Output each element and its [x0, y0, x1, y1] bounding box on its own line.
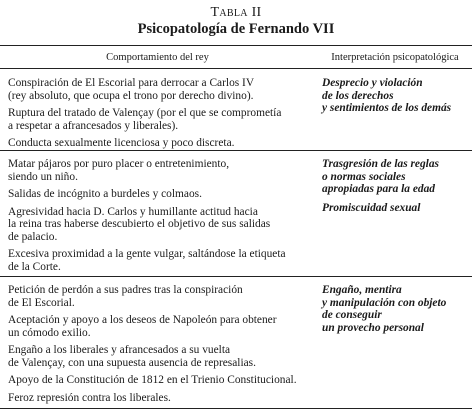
bottom-rule [0, 408, 472, 409]
section-rule-1 [0, 150, 472, 151]
behavior-entry: Agresividad hacia D. Carlos y humillante actitud hacia la reina tras haberse descubierto el objetivo de sus salidas de palacio. [8, 205, 271, 243]
behavior-list [8, 284, 314, 409]
interpretation-list [322, 284, 472, 340]
interpretation-entry: Desprecio y violación de los derechos y sentimientos de los demás [322, 77, 452, 114]
behavior-entry: Conducta sexualmente licenciosa y poco discreta. [8, 137, 235, 149]
behavior-list [8, 77, 314, 155]
behavior-entry: Salidas de incógnito a burdeles y colmaos. [8, 188, 202, 200]
behavior-entry: Conspiración de El Escorial para derrocar a Carlos IV (rey absoluto, que ocupa el trono por derecho divino). [8, 77, 255, 102]
table-header [0, 0, 472, 38]
behavior-entry: Apoyo de la Constitución de 1812 en el Trienio Constitucional. [8, 374, 297, 386]
table-title: Psicopatología de Fernando VII [137, 21, 335, 37]
behavior-entry: Ruptura del tratado de Valençay (por el que se comprometía a respetar a afrancesados y liberales). [8, 107, 282, 132]
top-rule [0, 45, 472, 46]
column-header-interpretation: Interpretación psicopatológica [331, 52, 459, 63]
column-header-behavior: Comportamiento del rey [106, 52, 209, 63]
behavior-entry: Petición de perdón a sus padres tras la conspiración de El Escorial. [8, 284, 243, 309]
table-number: Tabla II [210, 5, 262, 20]
interpretation-entry: Engaño, mentira y manipulación con objeto de conseguir un provecho personal [322, 284, 447, 334]
behavior-entry: Excesiva proximidad a la gente vulgar, saltándose la etiqueta de la Corte. [8, 248, 286, 273]
behavior-entry: Aceptación y apoyo a los deseos de Napoleón para obtener un cómodo exilio. [8, 314, 277, 339]
behavior-list [8, 158, 314, 278]
interpretation-list [322, 158, 472, 220]
header-rule [0, 68, 472, 69]
column-headers [0, 52, 472, 66]
interpretation-entry: Trasgresión de las reglas o normas sociales apropiadas para la edad [322, 158, 439, 195]
behavior-entry: Engaño a los liberales y afrancesados a su vuelta de Valençay, con una supuesta ausencia de represalias. [8, 344, 256, 369]
section-rule-2 [0, 276, 472, 277]
behavior-entry: Feroz represión contra los liberales. [8, 391, 171, 404]
interpretation-list [322, 77, 472, 121]
behavior-entry: Matar pájaros por puro placer o entretenimiento, siendo un niño. [8, 158, 230, 183]
interpretation-entry: Promiscuidad sexual [322, 201, 421, 214]
